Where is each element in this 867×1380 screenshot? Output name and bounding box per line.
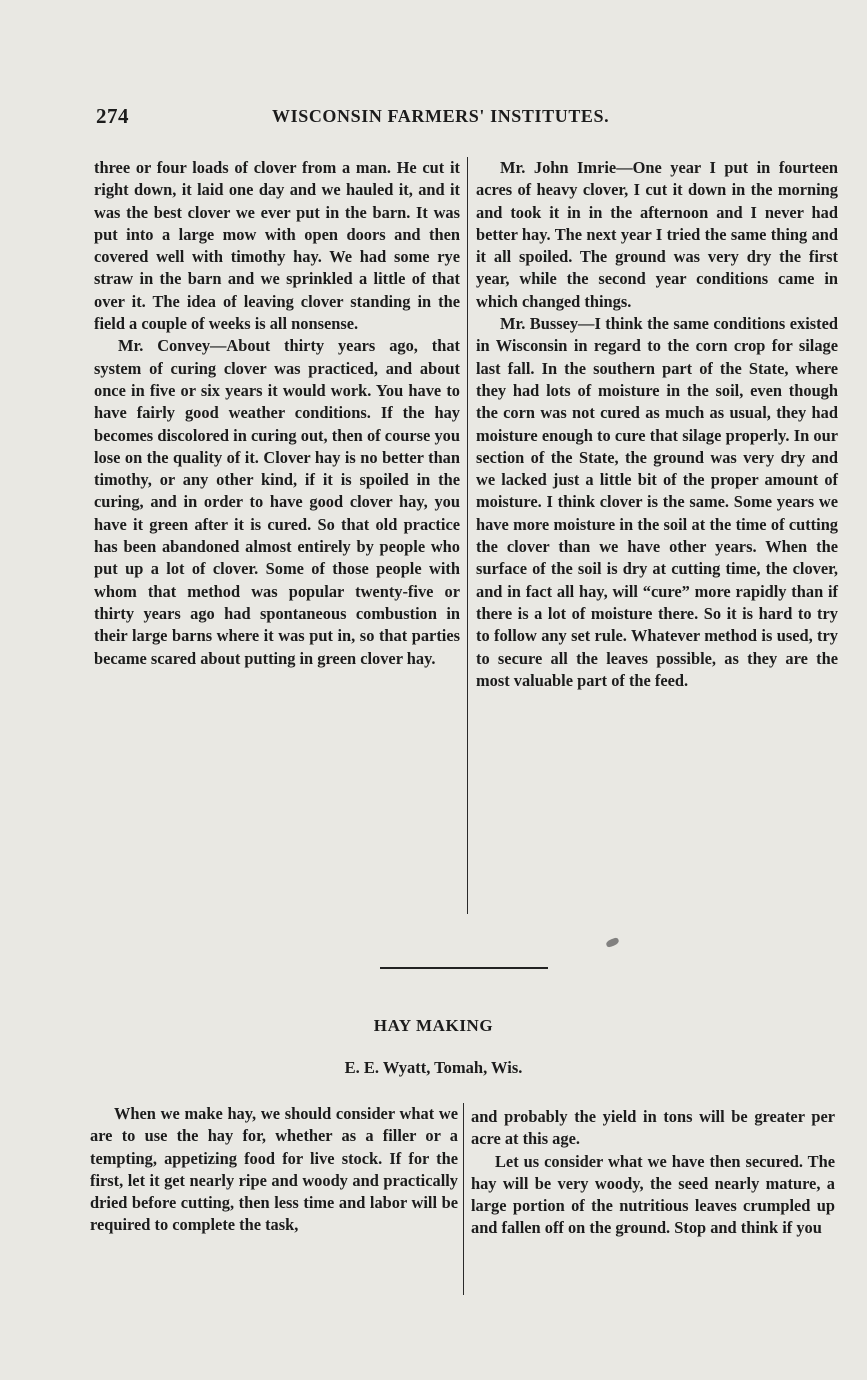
discussion-left-column [94,157,460,670]
paragraph: and probably the yield in tons will be greater per acre at this age. [471,1107,835,1149]
article-right-column [471,1106,835,1240]
paragraph: three or four loads of clover from a man. He cut it right down, it laid one day and we hauled it, and it was the best clover we ever put in the barn. It was put into a large mow with open doors and then covered well with timothy hay. We had some rye straw in the barn and we sprinkled a little of that over it. The idea of leaving clover standing in the field a couple of weeks is all nonsense. [94,158,460,334]
section-divider [380,967,548,969]
page-number: 274 [96,104,129,128]
paragraph: Mr. John Imrie—One year I put in fourteen acres of heavy clover, I cut it down in the morning and took it in in the afternoon and I never had better hay. The next year I tried the same thing and it all spoiled. The ground was very dry the first year, while the second year conditions came in which changed things. [476,158,838,311]
ink-smudge [605,937,620,948]
running-head [96,104,666,134]
paragraph: Let us consider what we have then secured. The hay will be very woody, the seed nearly mature, a large portion of the nutritious leaves crumpled up and fallen off on the ground. Stop and think if you [471,1151,835,1238]
article-left-column [90,1103,458,1237]
paragraph: Mr. Bussey—I think the same conditions existed in Wisconsin in regard to the corn crop for silage last fall. In the southern part of the State, where they had lots of moisture in the soil, even though the corn was not cured as much as usual, they had moisture enough to cure that silage properly. In our section of the State, the ground was very dry and we lacked just a little bit of the proper amount of moisture. I think clover is the same. Some years we have more moisture in the soil at the time of cutting the clover than we have other years. When the surface of the soil is dry at cutting time, the clover, and in fact all hay, will “cure” more rapidly than if there is a lot of moisture there. So it is hard to try to follow any set rule. Whatever method is used, try to secure all the leaves possible, as they are the most valuable part of the feed. [476,314,838,690]
column-divider [467,157,468,914]
article-title: HAY MAKING [373,1016,494,1035]
paragraph: When we make hay, we should consider what we are to use the hay for, whether as a filler or a tempting, appetizing food for live stock. If for the first, let it get nearly ripe and woody and practically dried before cutting, then less time and labor will be required to complete the task, [90,1104,458,1235]
discussion-right-column [476,157,838,692]
column-divider [463,1103,464,1295]
paragraph: Mr. Convey—About thirty years ago, that system of curing clover was practiced, and about once in five or six years it would work. You have to have fairly good weather conditions. If the hay becomes discolored in curing out, then of course you lose on the quality of it. Clover hay is no better than timothy, or any other kind, if it is spoiled in the curing, and in order to have good clover hay, you have it green after it is cured. So that old practice has been abandoned almost entirely by people who put up a lot of clover. Some of those people with whom that method was popular twenty-five or thirty years ago had spontaneous combustion in their large barns where it was put in, so that parties became scared about putting in green clover hay. [94,336,460,668]
article-byline: E. E. Wyatt, Tomah, Wis. [344,1058,523,1077]
book-title: WISCONSIN FARMERS' INSTITUTES. [272,106,610,126]
